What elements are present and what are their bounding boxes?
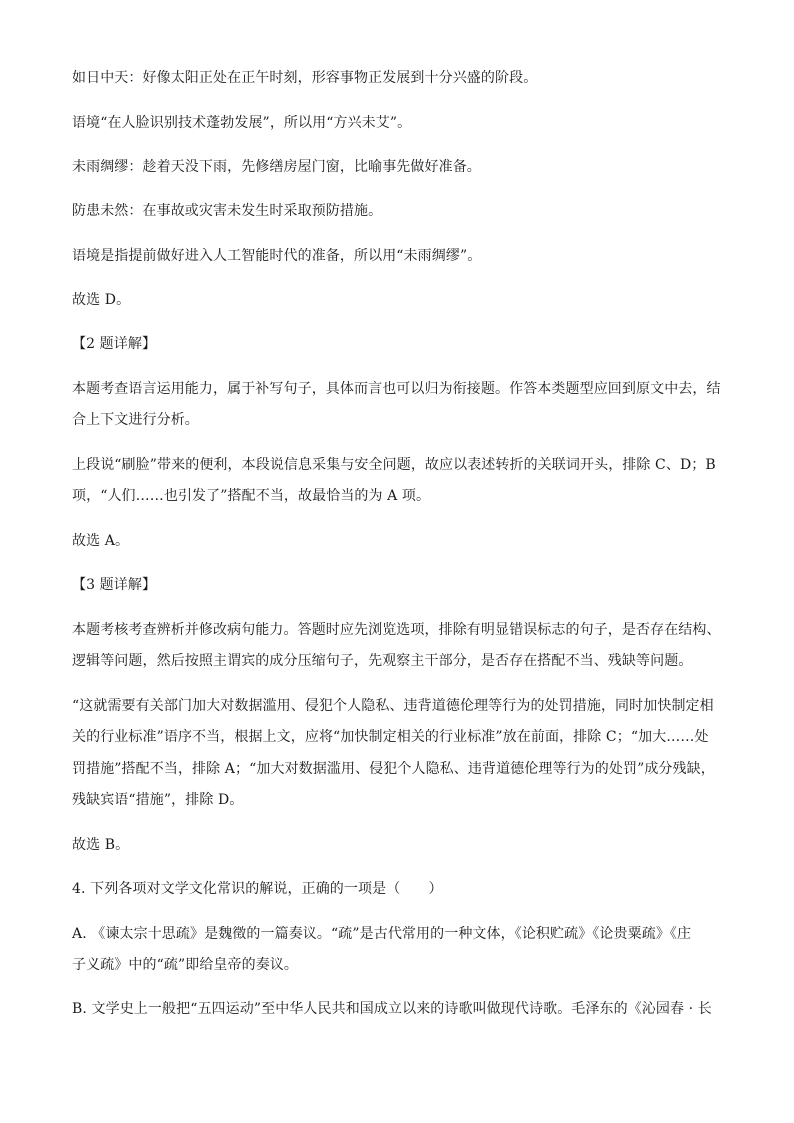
text-line: 关的行业标准”语序不当，根据上文，应将“加快制定相关的行业标准”放在前面，排除 C；“加大……处 [72,729,709,745]
text-line: 合上下文进行分析。 [72,412,199,428]
text-line: “这就需要有关部门加大对数据滥用、侵犯个人隐私、违背道德伦理等行为的处罚措施，同时加快制定相 [72,698,714,714]
section-heading: 【2 题详解】 [72,336,157,352]
text-line: 防患未然：在事故或灾害未发生时采取预防措施。 [72,203,383,219]
text-line: 罚措施”搭配不当，排除 A；“加大对数据滥用、侵犯个人隐私、违背道德伦理等行为的处罚”成分残缺， [72,761,715,777]
text-line: 残缺宾语“措施”，排除 D。 [72,792,244,808]
text-line: 故选 B。 [72,837,130,853]
text-line: 语境是指提前做好进入人工智能时代的准备，所以用“未雨绸缪”。 [72,248,482,264]
text-line: 故选 D。 [72,292,131,308]
option-line: 子义疏》中的“疏”即给皇帝的奏议。 [72,957,299,973]
text-line: 如日中天：好像太阳正处在正午时刻，形容事物正发展到十分兴盛的阶段。 [72,70,538,86]
text-line: 逻辑等问题，然后按照主谓宾的成分压缩句子，先观察主干部分，是否存在搭配不当、残缺等问题。 [72,653,693,669]
text-line: 本题考查语言运用能力，属于补写句子，具体而言也可以归为衔接题。作答本类题型应回到原文中去，结 [72,381,721,397]
text-line: 语境“在人脸识别技术蓬勃发展”，所以用“方兴未艾”。 [72,115,412,131]
option-line: B. 文学史上一般把“五四运动”至中华人民共和国成立以来的诗歌叫做现代诗歌。毛泽东的《沁园春 · 长 [72,1001,712,1017]
text-line: 未雨绸缪：趁着天没下雨，先修缮房屋门窗，比喻事先做好准备。 [72,159,481,175]
text-line: 项，“人们……也引发了”搭配不当，故最恰当的为 A 项。 [72,488,431,504]
section-heading: 【3 题详解】 [72,577,157,593]
text-line: 故选 A。 [72,533,130,549]
option-line: A. 《谏太宗十思疏》是魏徵的一篇奏议。“疏”是古代常用的一种文体，《论积贮疏》《论贵粟疏》《庄 [72,926,692,942]
text-line: 本题考核考查辨析并修改病句能力。答题时应先浏览选项，排除有明显错误标志的句子，是否存在结构、 [72,622,721,638]
text-line: 上段说“刷脸”带来的便利，本段说信息采集与安全问题，故应以表述转折的关联词开头，排除 C、D；B [72,457,716,473]
question-stem: 4. 下列各项对文学文化常识的解说，正确的一项是（ ） [72,881,443,897]
